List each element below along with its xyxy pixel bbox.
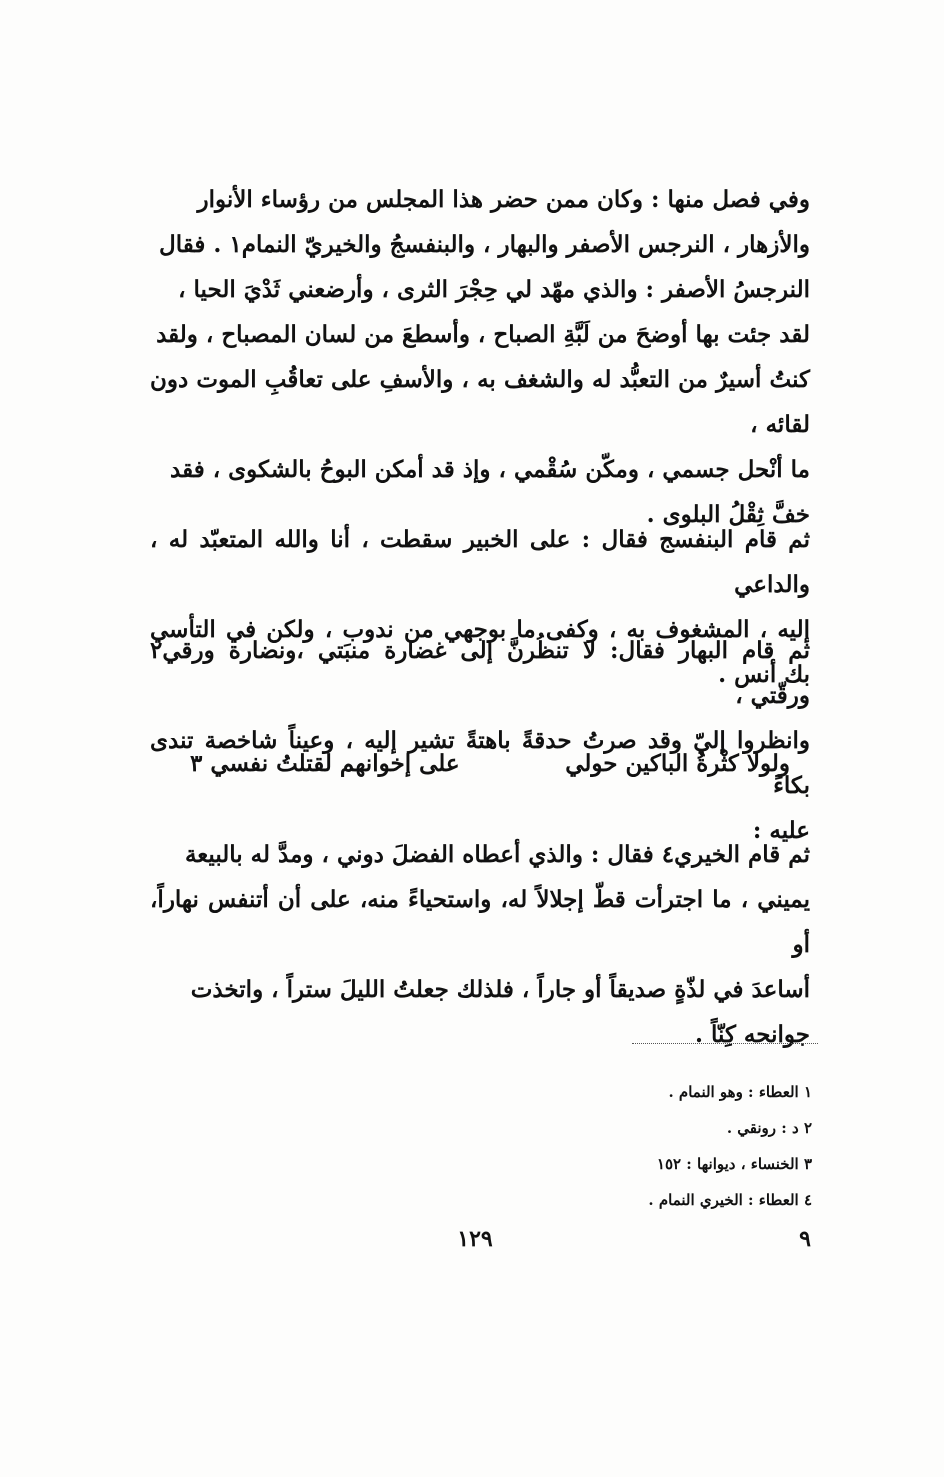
paragraph-line: إليه ، المشغوف به ، وكفى ما بوجهي من ندوب ، ولكن في التأسي بك أنس . xyxy=(150,616,810,688)
paragraph-line: والأزهار ، النرجس الأصفر والبهار ، والبنفسجُ والخيريّ النمام١ . فقال xyxy=(159,231,810,258)
footnote-item: ٢ د : رونقي . xyxy=(726,1119,812,1137)
poem-verse xyxy=(190,741,790,786)
paragraph-line: يميني ، ما اجترأت قطّ إجلالاً له، واستحياءً منه، على أن أتنفس نهاراً، أو xyxy=(150,886,810,958)
paragraph-4 xyxy=(150,832,810,1057)
footnote-item: ٤ العطاء : الخيري النمام . xyxy=(648,1191,812,1209)
paragraph-line: وانظروا إليّ وقد صرتُ حدقةً باهتةً تشير إليه ، وعيناً شاخصة تندى بكاءً xyxy=(150,727,810,799)
paragraph-line: النرجسُ الأصفر : والذي مهّد لي حِجْرَ الثرى ، وأرضعني ثَدْيَ الحيا ، xyxy=(178,276,810,303)
footnote-item: ١ العطاء : وهو النمام . xyxy=(668,1083,812,1101)
footnote-divider xyxy=(632,1043,818,1044)
paragraph-1 xyxy=(150,177,810,537)
paragraph-line: ثم قام البنفسج فقال : على الخبير سقطت ، أنا والله المتعبّد له ، والداعي xyxy=(150,526,810,598)
paragraph-line: كنتُ أسيرٌ من التعبُّد له والشغف به ، والأسفِ على تعاقُبِ الموت دون لقائه ، xyxy=(150,366,810,438)
signature-mark: ٩ xyxy=(799,1226,811,1252)
paragraph-line: جوانحه كِنّاً . xyxy=(695,1021,810,1048)
paragraph-line: وفي فصل منها : وكان ممن حضر هذا المجلس من رؤساء الأنوار xyxy=(197,186,810,213)
paragraph-line: أساعدَ في لذّةٍ صديقاً أو جاراً ، فلذلك جعلتُ الليلَ ستراً ، واتخذت xyxy=(190,976,810,1003)
paragraph-line: ما أنْحل جسمي ، ومكّن سُقْمي ، وإذ قد أمكن البوحُ بالشكوى ، فقد xyxy=(170,456,810,483)
verse-second-hemistich: على إخوانهم لقتلتُ نفسي ٣ xyxy=(190,750,460,777)
paragraph-line: ثم قام الخيري٤ فقال : والذي أعطاه الفضلَ دوني ، ومدَّ له بالبيعة xyxy=(184,841,810,868)
paragraph-line: خفَّ ثِقْلُ البلوى . xyxy=(646,501,810,528)
footnote-item: ٣ الخنساء ، ديوانها : ١٥٢ xyxy=(656,1155,812,1173)
verse-first-hemistich: ولولا كثْرةُ الباكين حولي xyxy=(565,750,790,777)
paragraph-line: عليه : xyxy=(752,817,810,844)
paragraph-line: ثم قام البهار فقال: لا تنظُرنَّ إلى غضارة منبَتي ،ونضارة ورقي٢ ورقّتي ، xyxy=(150,637,810,709)
footnotes xyxy=(400,1074,812,1218)
page-number: ١٢٩ xyxy=(457,1226,493,1252)
paragraph-line: لقد جئت بها أوضحَ من لَبَّةِ الصباح ، وأسطعَ من لسان المصباح ، ولقد xyxy=(156,321,810,348)
